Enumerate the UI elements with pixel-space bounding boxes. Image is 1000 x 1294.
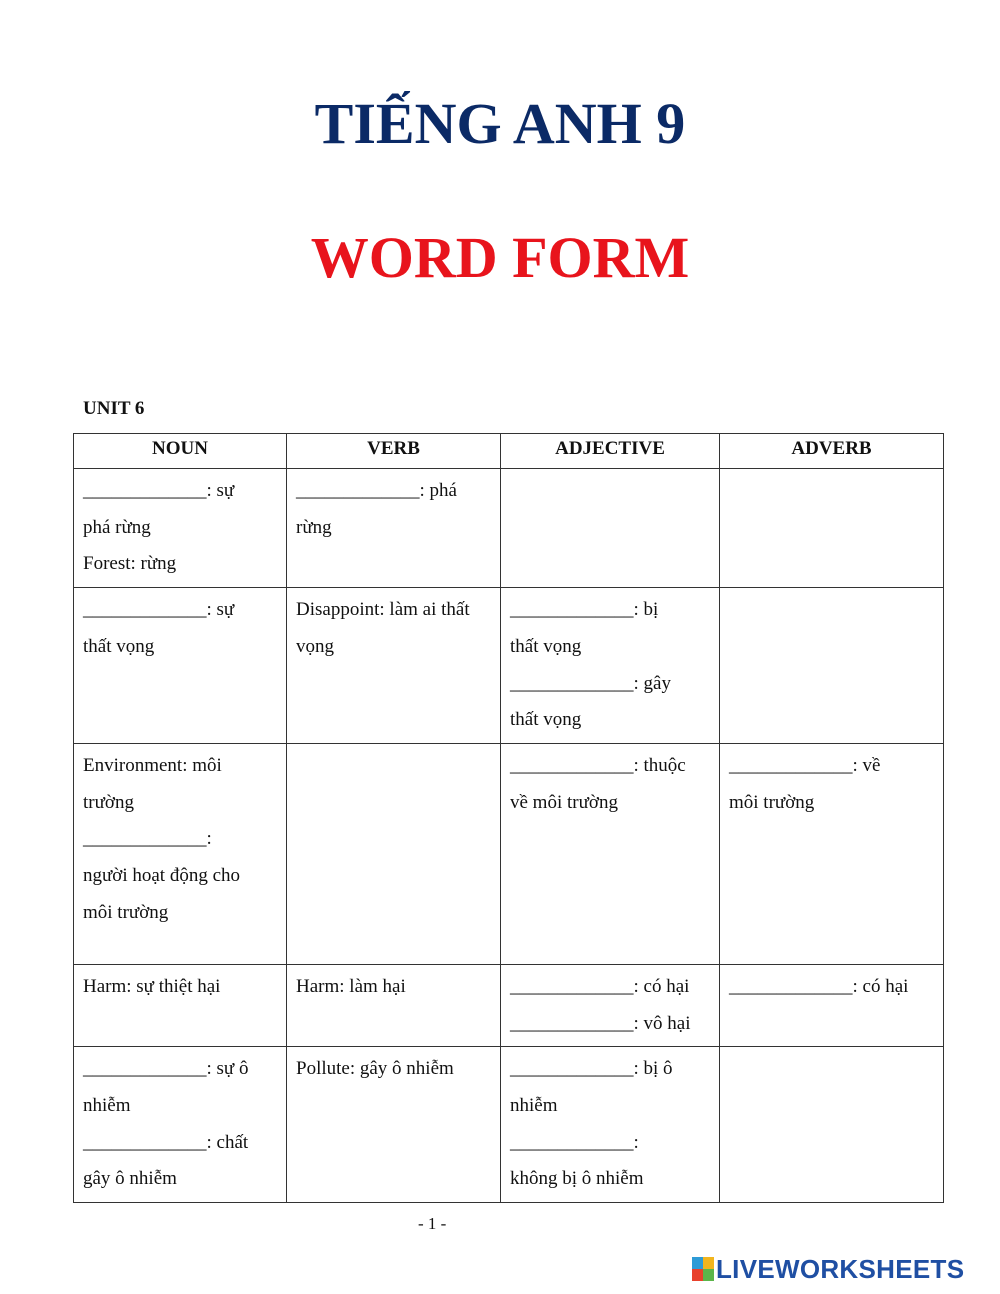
cell-line: _____________: thuộc	[510, 754, 686, 776]
cell-adverb[interactable]	[720, 469, 944, 588]
liveworksheets-logo-icon	[692, 1257, 714, 1281]
cell-line: _____________: gây	[510, 672, 671, 694]
cell-line: phá rừng	[83, 516, 151, 538]
liveworksheets-brand[interactable]	[692, 1255, 964, 1283]
cell-line: môi trường	[83, 901, 169, 923]
cell-noun[interactable]	[74, 1047, 287, 1203]
cell-line: _____________: bị ô	[510, 1058, 673, 1080]
cell-verb[interactable]	[287, 588, 501, 744]
cell-adverb[interactable]	[720, 1047, 944, 1203]
cell-line: môi trường	[729, 791, 815, 813]
cell-adjective[interactable]	[501, 1047, 720, 1203]
column-header-adjective: ADJECTIVE	[501, 434, 720, 469]
cell-verb[interactable]	[287, 964, 501, 1046]
cell-adjective[interactable]	[501, 469, 720, 588]
cell-line: Harm: làm hại	[296, 975, 406, 997]
cell-adjective[interactable]	[501, 964, 720, 1046]
cell-verb[interactable]	[287, 1047, 501, 1203]
column-header-verb: VERB	[287, 434, 501, 469]
cell-line: _____________: vô hại	[510, 1012, 691, 1034]
cell-line: _____________: có hại	[510, 975, 690, 997]
cell-line: nhiễm	[83, 1095, 131, 1117]
cell-adjective[interactable]	[501, 743, 720, 964]
cell-line: Disappoint: làm ai thất	[296, 599, 470, 621]
cell-line: _____________: sự	[83, 599, 235, 621]
cell-verb[interactable]	[287, 469, 501, 588]
cell-line: trường	[83, 791, 134, 813]
cell-line: _____________:	[510, 1131, 639, 1153]
table-row	[74, 1047, 944, 1203]
column-header-noun: NOUN	[74, 434, 287, 469]
word-form-table	[73, 433, 944, 1203]
cell-verb[interactable]	[287, 743, 501, 964]
table-row	[74, 743, 944, 964]
table-row	[74, 588, 944, 744]
cell-line: Environment: môi	[83, 754, 222, 776]
cell-line: _____________: chất	[83, 1131, 249, 1153]
cell-adverb[interactable]	[720, 588, 944, 744]
cell-line: _____________: sự ô	[83, 1058, 249, 1080]
cell-line: người hoạt động cho	[83, 865, 241, 887]
cell-line: Pollute: gây ô nhiễm	[296, 1058, 454, 1080]
cell-line: _____________: phá	[296, 480, 457, 501]
cell-line: về môi trường	[510, 791, 618, 813]
cell-line: Forest: rừng	[83, 553, 177, 575]
cell-line: _____________: sự	[83, 480, 235, 501]
cell-line: thất vọng	[510, 709, 582, 731]
brand-name: LIVEWORKSHEETS	[716, 1253, 965, 1284]
cell-noun[interactable]	[74, 964, 287, 1046]
page-subtitle: WORD FORM	[310, 225, 690, 290]
unit-heading: UNIT 6	[83, 398, 145, 419]
column-header-adverb: ADVERB	[720, 434, 944, 469]
cell-line: _____________: có hại	[729, 975, 909, 997]
cell-line: gây ô nhiễm	[83, 1168, 177, 1190]
cell-line: thất vọng	[510, 635, 582, 657]
cell-noun[interactable]	[74, 469, 287, 588]
cell-noun[interactable]	[74, 743, 287, 964]
cell-noun[interactable]	[74, 588, 287, 744]
cell-line: vọng	[296, 635, 334, 657]
cell-line: không bị ô nhiễm	[510, 1168, 644, 1190]
cell-line: _____________:	[83, 828, 212, 850]
page-number: - 1 -	[418, 1214, 447, 1233]
cell-adjective[interactable]	[501, 588, 720, 744]
page-title: TIẾNG ANH 9	[314, 91, 686, 156]
cell-line: nhiễm	[510, 1095, 558, 1117]
cell-adverb[interactable]	[720, 743, 944, 964]
table-row	[74, 469, 944, 588]
cell-line: _____________: về	[729, 754, 881, 776]
table-header-row	[74, 434, 944, 469]
table-row	[74, 964, 944, 1046]
cell-line: rừng	[296, 516, 332, 538]
cell-line: Harm: sự thiệt hại	[83, 975, 221, 997]
cell-line: thất vọng	[83, 635, 155, 657]
cell-adverb[interactable]	[720, 964, 944, 1046]
cell-line: _____________: bị	[510, 599, 659, 621]
